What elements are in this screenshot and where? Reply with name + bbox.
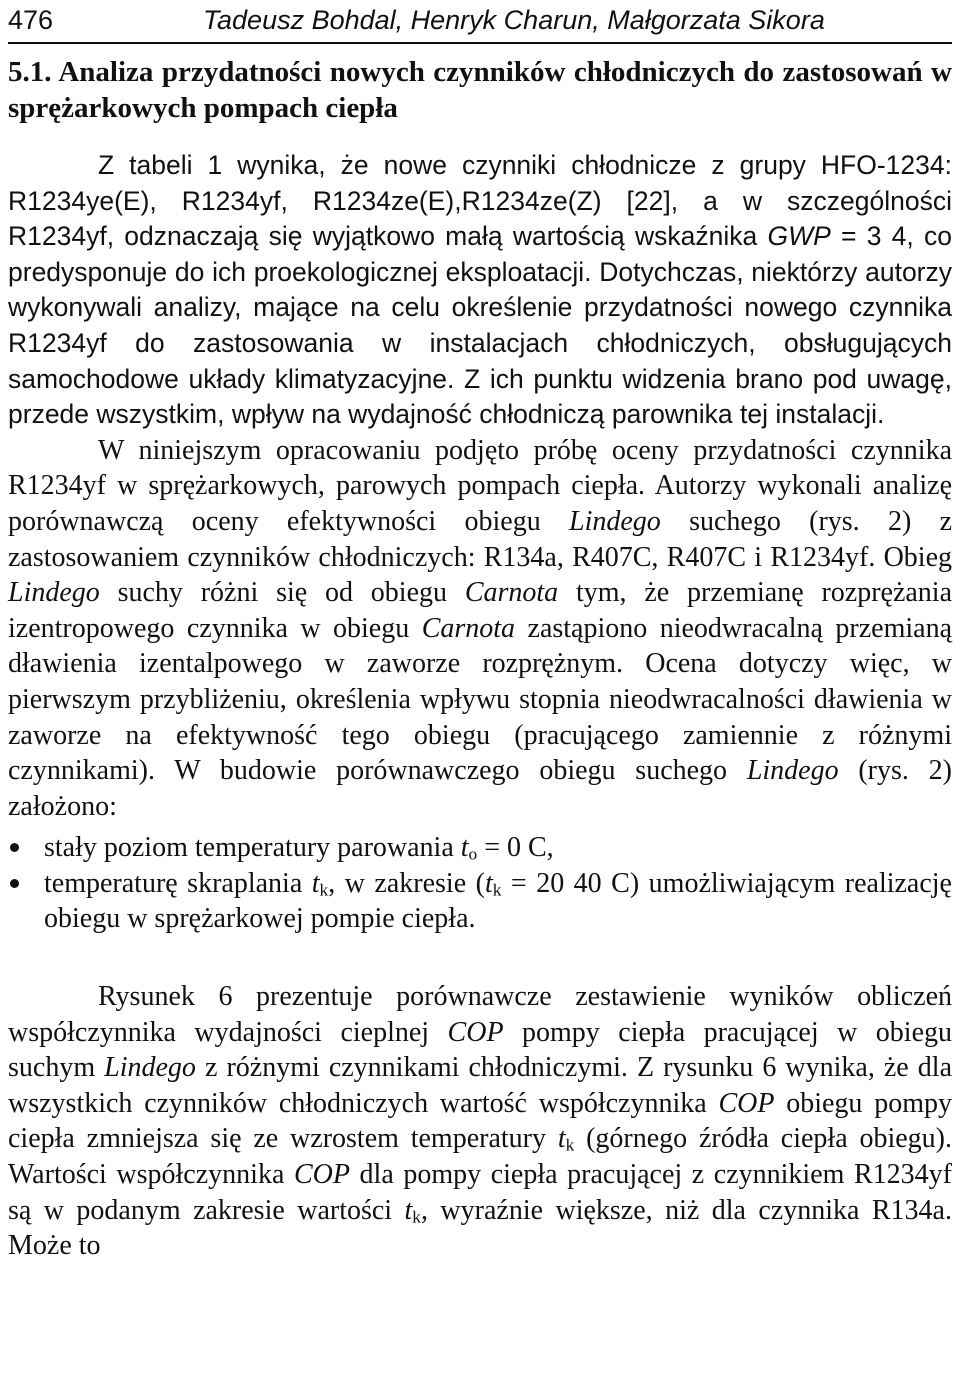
spacer (8, 937, 952, 979)
text-span: pompy ciepła pracującej w obiegu suchym (8, 1016, 952, 1084)
term-lindego: Lindego (104, 1052, 196, 1084)
page-header (8, 0, 952, 44)
text-span: suchego (rys. 2) z zastosowaniem czynników chłodniczych: R134a, R407C, R407C i R1234yf. Obieg (8, 505, 952, 573)
term-gwp: GWP (767, 221, 831, 252)
list-item (8, 830, 952, 866)
term-lindego: Lindego (8, 577, 100, 609)
paragraph-2 (8, 433, 952, 825)
text-span: = 3 4, co predysponuje do ich proekologicznej eksploatacji. (8, 221, 952, 287)
page-number: 476 (8, 5, 54, 35)
text-span: , w zakresie ( (328, 867, 485, 899)
term-carnota: Carnota (421, 612, 516, 644)
symbol-t: t (311, 867, 320, 899)
list-item (8, 866, 952, 937)
symbol-t: t (557, 1123, 566, 1155)
paragraph-3 (8, 979, 952, 1264)
symbol-t: t (460, 832, 469, 864)
text-span: = 20 40 C) umożliwiającym realizację obiegu w sprężarkowej pompie ciepła. (44, 867, 952, 935)
term-lindego: Lindego (569, 505, 661, 537)
text-span: Z tabeli 1 wynika, że nowe czynniki chłodnicze z grupy HFO-1234: R1234ye(E), R1234yf, R1234ze(E),R1234ze(Z) [22], a w szczególności R1234yf, odznaczają się wyjątkowo małą wartością wskaźnika (8, 150, 952, 252)
text-span: (rys. 2) założono: (8, 755, 952, 822)
term-carnota: Carnota (464, 577, 559, 609)
text-span: Dotychczas, niektórzy autorzy wykonywali analizy, mające na celu określenie przydatności nowego czynnika R1234yf do zastosowania w instalacjach chłodniczych, obsługujących samochodowe układy klimatyzacyjne. Z ich punktu widzenia brano pod uwagę, przede wszystkim, wpływ na wydajność chłodniczą parownika tej instalacji. (8, 256, 953, 430)
subscript: k (412, 1207, 421, 1227)
text-span: , wyraźnie większe, niż dla czynnika R134a. Może to (8, 1194, 952, 1262)
text-span: obiegu pompy ciepła zmniejsza się ze wzrostem temperatury (8, 1087, 952, 1155)
subscript: k (565, 1135, 575, 1155)
text-span: Rysunek 6 prezentuje porównawcze zestawienie wyników obliczeń współczynnika wydajności cieplnej (8, 981, 952, 1048)
section-heading: 5.1. Analiza przydatności nowych czynników chłodniczych do zastosowań w sprężarkowych pompach ciepła (8, 56, 952, 124)
running-head: Tadeusz Bohdal, Henryk Charun, Małgorzata Sikora (203, 5, 825, 35)
text-span: stały poziom temperatury parowania (44, 832, 461, 864)
bullet-icon (10, 843, 19, 852)
term-cop: COP (293, 1159, 350, 1191)
text-span: zastąpiono nieodwracalną przemianą dławienia izentalpowego w zaworze rozprężnym. Ocena dotyczy więc, w pierwszym przybliżeniu, określenia wpływu stopnia nieodwracalności dławienia w zaworze na efektywność tego obiegu (pracującego zamiennie z różnymi czynnikami). W budowie porównawczego obiegu suchego (8, 612, 952, 787)
subscript: k (319, 880, 329, 900)
term-cop: COP (447, 1016, 504, 1048)
text-span: = 0 C, (477, 832, 554, 864)
term-cop: COP (718, 1087, 775, 1119)
subscript: k (492, 880, 502, 900)
text-span: suchy różni się od obiegu (99, 577, 465, 609)
bullet-icon (10, 879, 19, 888)
paragraph-1 (8, 148, 952, 433)
text-span: tym, że przemianę rozprężania izentropowego czynnika w obiegu (8, 577, 953, 644)
subscript: o (468, 844, 478, 864)
term-lindego: Lindego (746, 755, 839, 787)
symbol-t: t (404, 1194, 413, 1226)
text-span: W niniejszym opracowaniu podjęto próbę oceny przydatności czynnika R1234yf w sprężarkowych, parowych pompach ciepła. Autorzy wykonali analizę porównawczą oceny efektywności obiegu (8, 434, 952, 537)
text-span: temperaturę skraplania (44, 867, 312, 899)
text-span: z różnymi czynnikami chłodniczymi. Z rysunku 6 wynika, że dla wszystkich czynników chłodniczych wartość współczynnika (8, 1052, 952, 1119)
assumption-list (8, 830, 952, 937)
symbol-t: t (484, 867, 493, 899)
text-span: (górnego źródła ciepła obiegu). Wartości współczynnika (8, 1123, 952, 1191)
text-span: dla pompy ciepła pracującej z czynnikiem R1234yf są w podanym zakresie wartości (8, 1159, 952, 1226)
body-text (8, 148, 952, 1264)
